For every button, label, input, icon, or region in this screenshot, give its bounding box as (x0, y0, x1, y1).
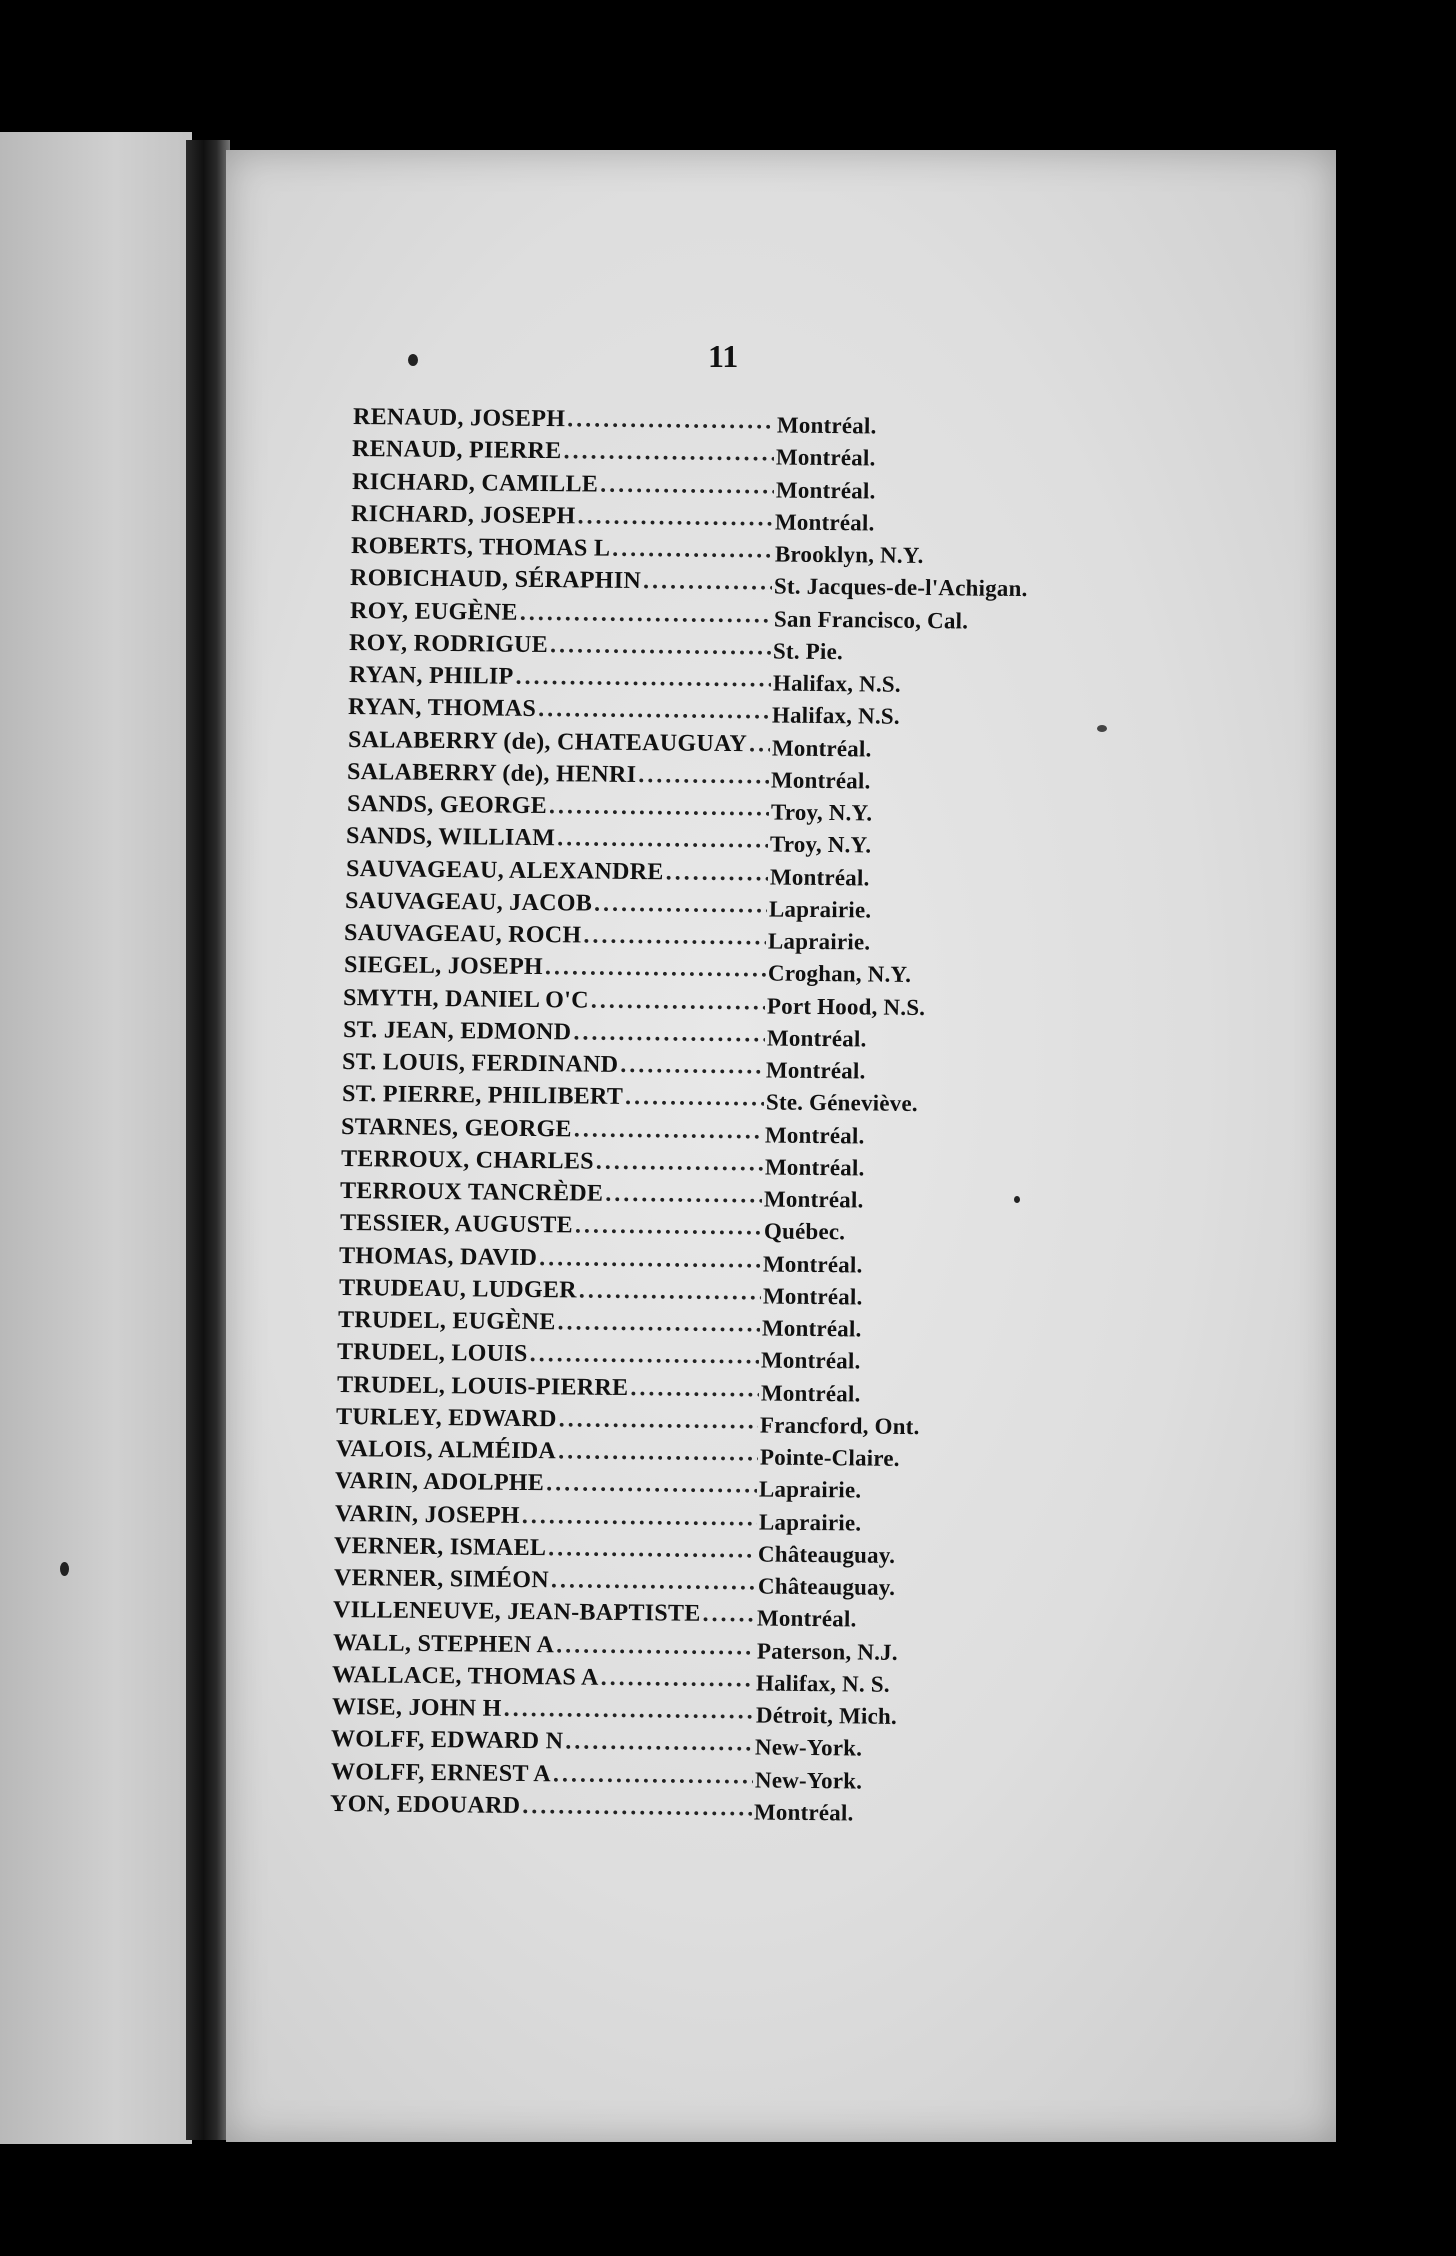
entry-name: ST. LOUIS, FERDINAND (342, 1049, 619, 1078)
entry-place: Laprairie. (759, 1476, 862, 1503)
entry-place: Châteauguay. (757, 1573, 896, 1600)
leader-dots (574, 1213, 761, 1242)
entry-name: WOLFF, EDWARD N (330, 1726, 564, 1755)
leader-dots (595, 1148, 762, 1177)
entry-name: SANDS, GEORGE (346, 791, 547, 820)
leader-dots (557, 825, 768, 854)
entry-place: Pointe-Claire. (759, 1444, 900, 1471)
entry-name: SALABERRY (de), CHATEAUGUAY (347, 726, 747, 757)
entry-name: ROBICHAUD, SÉRAPHIN (350, 565, 642, 595)
entry-name: SIEGEL, JOSEPH (343, 952, 544, 981)
entry-place: Montréal. (766, 1025, 867, 1052)
entry-place: Montréal. (776, 412, 877, 439)
entry-name: VILLENEUVE, JEAN-BAPTISTE (333, 1597, 701, 1628)
entry-name: VARIN, JOSEPH (334, 1500, 520, 1529)
entry-name: SAUVAGEAU, JACOB (344, 887, 593, 917)
entry-name: TERROUX TANCRÈDE (340, 1178, 604, 1207)
leader-dots (522, 1793, 752, 1822)
entry-name: SMYTH, DANIEL O'C (343, 984, 590, 1014)
entry-name: SANDS, WILLIAM (345, 823, 556, 852)
entry-name: WOLFF, ERNEST A (330, 1758, 551, 1787)
entry-place: Troy, N.Y. (770, 799, 872, 826)
entry-place: Montréal. (769, 863, 870, 890)
entry-place: Montréal. (765, 1121, 865, 1148)
leader-dots (503, 1696, 753, 1726)
entry-name: VALOIS, ALMÉIDA (335, 1436, 557, 1465)
entry-place: St. Jacques-de-l'Achigan. (774, 573, 1028, 602)
leader-dots (557, 1309, 759, 1338)
entry-name: RICHARD, JOSEPH (351, 500, 577, 530)
leader-dots (550, 632, 771, 661)
entry-place: Paterson, N.J. (756, 1637, 898, 1665)
entry-place: Francford, Ont. (760, 1412, 921, 1439)
entry-name: VERNER, SIMÉON (333, 1565, 549, 1594)
leader-dots (591, 987, 765, 1016)
leader-dots (567, 406, 775, 435)
leader-dots (558, 1438, 758, 1467)
entry-name: TESSIER, AUGUSTE (339, 1210, 573, 1239)
leader-dots (601, 1665, 754, 1694)
entry-place: Montréal. (762, 1250, 863, 1277)
leader-dots (548, 1535, 756, 1564)
leader-dots (546, 1470, 757, 1499)
entry-place: Brooklyn, N.Y. (774, 541, 924, 568)
entry-place: Détroit, Mich. (755, 1702, 897, 1729)
entry-name: ST. PIERRE, PHILIBERT (341, 1081, 624, 1111)
leader-dots (538, 696, 770, 725)
entry-place: Montréal. (763, 1186, 864, 1213)
entry-name: VARIN, ADOLPHE (335, 1468, 545, 1497)
entry-name: RENAUD, JOSEPH (352, 404, 566, 433)
leader-dots (515, 664, 770, 694)
entry-place: Halifax, N.S. (772, 702, 901, 730)
leader-dots (749, 731, 770, 758)
leader-dots (578, 1277, 760, 1306)
leader-dots (625, 1084, 764, 1112)
entry-name: ROY, RODRIGUE (349, 629, 549, 658)
leader-dots (545, 954, 766, 983)
entry-place: Québec. (763, 1218, 845, 1245)
leader-dots (703, 1601, 755, 1629)
entry-place: Montréal. (762, 1283, 863, 1310)
entry-place: Laprairie. (768, 896, 872, 923)
entry-place: Troy, N.Y. (769, 831, 872, 858)
entry-place: Montréal. (771, 734, 872, 761)
entry-place: New-York. (754, 1766, 862, 1794)
entry-name: RYAN, THOMAS (348, 694, 537, 723)
list-entry (330, 1791, 1050, 1831)
entry-name: THOMAS, DAVID (338, 1242, 538, 1271)
page-number: 11 (708, 338, 739, 374)
entry-name: VERNER, ISMAEL (334, 1532, 547, 1561)
leader-dots (578, 503, 773, 532)
entry-name: SALABERRY (de), HENRI (347, 758, 637, 788)
entry-name: TRUDEL, EUGÈNE (337, 1307, 556, 1336)
entry-place: Montréal. (776, 444, 877, 471)
entry-name: RYAN, PHILIP (348, 662, 514, 690)
entry-place: Port Hood, N.S. (767, 992, 926, 1020)
entry-name: TRUDEL, LOUIS (337, 1339, 529, 1368)
entry-name: SAUVAGEAU, ROCH (344, 920, 583, 949)
entry-place: Montréal. (753, 1799, 854, 1826)
entry-place: Montréal. (766, 1057, 866, 1084)
entry-name: WALLACE, THOMAS A (332, 1661, 599, 1691)
leader-dots (565, 1729, 753, 1758)
entry-place: St. Pie. (773, 638, 844, 664)
entry-place: Laprairie. (768, 928, 871, 955)
entry-name: WISE, JOHN H (331, 1694, 502, 1722)
entry-name: TRUDEL, LOUIS-PIERRE (336, 1371, 629, 1401)
entry-name: WALL, STEPHEN A (332, 1629, 555, 1658)
leader-dots (519, 599, 771, 629)
leader-dots (551, 1567, 756, 1596)
entry-place: San Francisco, Cal. (773, 605, 969, 633)
entry-place: Montréal. (770, 767, 871, 794)
leader-dots (600, 471, 774, 500)
leader-dots (548, 793, 768, 822)
entry-place: Châteauguay. (758, 1541, 896, 1568)
entry-name: YON, EDOUARD (329, 1790, 521, 1819)
entry-place: Montréal. (761, 1315, 862, 1342)
entry-name: TURLEY, EDWARD (336, 1403, 558, 1433)
leader-dots (584, 923, 767, 952)
leader-dots (539, 1245, 761, 1274)
leader-dots (574, 1116, 763, 1145)
leader-dots (605, 1181, 762, 1210)
entry-name: SAUVAGEAU, ALEXANDRE (345, 855, 664, 885)
leader-dots (530, 1341, 759, 1370)
entry-place: Montréal. (761, 1347, 862, 1374)
entry-place: Laprairie. (758, 1508, 862, 1536)
leader-dots (564, 438, 774, 467)
entry-place: New-York. (754, 1734, 863, 1761)
leader-dots (552, 1761, 752, 1790)
entry-name: ROY, EUGÈNE (349, 597, 518, 626)
entry-name: RICHARD, CAMILLE (351, 468, 599, 498)
entry-place: Halifax, N. S. (755, 1670, 891, 1697)
entry-name: TERROUX, CHARLES (340, 1145, 594, 1175)
entry-place: Montréal. (764, 1154, 865, 1181)
entry-place: Montréal. (757, 1605, 857, 1632)
leader-dots (665, 859, 767, 887)
entry-name: ROBERTS, THOMAS L (350, 533, 611, 562)
entry-name: STARNES, GEORGE (341, 1113, 573, 1142)
leader-dots (638, 762, 769, 790)
entry-name: TRUDEAU, LUDGER (338, 1274, 577, 1304)
entry-name: RENAUD, PIERRE (352, 436, 563, 465)
leader-dots (594, 890, 767, 919)
leader-dots (643, 568, 772, 596)
entry-place: Croghan, N.Y. (767, 960, 912, 988)
leader-dots (620, 1052, 764, 1081)
entry-place: Montréal. (775, 509, 876, 536)
leader-dots (612, 536, 773, 565)
leader-dots (630, 1375, 759, 1403)
leader-dots (556, 1632, 755, 1661)
entry-place: Montréal. (760, 1379, 861, 1406)
entry-place: Ste. Géneviève. (765, 1089, 918, 1117)
leader-dots (559, 1406, 758, 1435)
entry-place: Halifax, N.S. (772, 670, 901, 697)
entry-place: Montréal. (775, 476, 876, 503)
leader-dots (573, 1019, 765, 1048)
entry-name: ST. JEAN, EDMOND (342, 1016, 572, 1046)
leader-dots (522, 1502, 757, 1531)
